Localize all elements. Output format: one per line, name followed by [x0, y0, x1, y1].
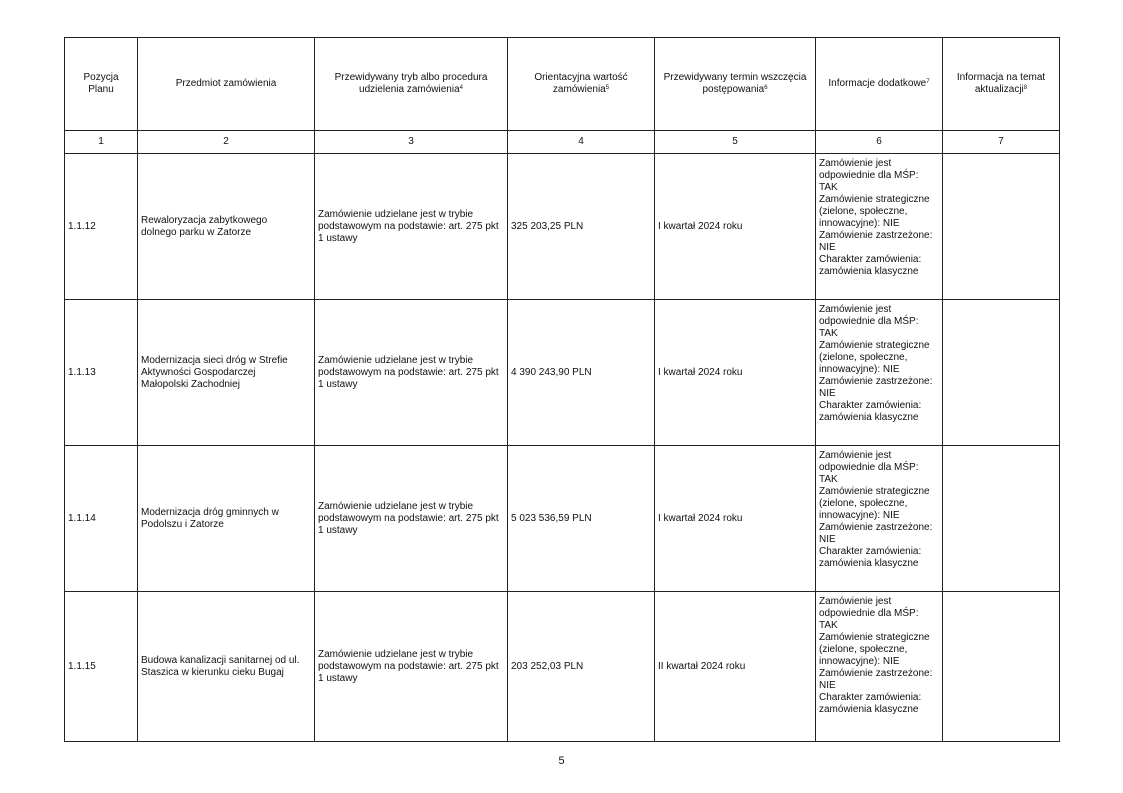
subject-line: Modernizacja dróg gminnych w: [141, 506, 279, 518]
column-header-text: zamówienia: [552, 84, 606, 95]
info-line: Zamówienie zastrzeżone:: [819, 230, 933, 241]
column-number: 2: [138, 131, 315, 154]
update-cell: [943, 446, 1060, 592]
column-header-text: udzielenia zamówienia: [359, 84, 460, 95]
subject-cell: [138, 446, 315, 592]
info-cell: [816, 154, 943, 300]
info-line: Charakter zamówienia:: [819, 546, 922, 557]
column-header: [655, 38, 816, 131]
column-header-line: [819, 78, 939, 90]
info-cell: [816, 446, 943, 592]
footnote-marker: 7: [926, 79, 930, 85]
info-line: Charakter zamówienia:: [819, 400, 922, 411]
value-cell: 203 252,03 PLN: [508, 592, 655, 742]
info-line: Zamówienie zastrzeżone:: [819, 522, 933, 533]
column-header: [943, 38, 1060, 131]
column-header-line: [946, 84, 1056, 96]
value-cell: 4 390 243,90 PLN: [508, 300, 655, 446]
table-row: [65, 446, 1060, 592]
procedure-cell: [315, 446, 508, 592]
column-header-line: [658, 84, 812, 96]
info-line: TAK: [819, 474, 838, 485]
column-header-line: Pozycja: [83, 72, 119, 83]
info-line: zamówienia klasyczne: [819, 412, 919, 423]
procedure-line: Zamówienie udzielane jest w trybie: [318, 648, 474, 660]
info-line: TAK: [819, 182, 838, 193]
info-line: odpowiednie dla MŚP:: [819, 608, 919, 619]
footnote-marker: 8: [1023, 85, 1028, 91]
update-cell: [943, 300, 1060, 446]
info-line: Zamówienie jest: [819, 304, 892, 315]
info-cell: [816, 592, 943, 742]
footnote-marker: 4: [459, 85, 463, 91]
info-line: Charakter zamówienia:: [819, 254, 922, 265]
column-header-text: postępowania: [702, 84, 765, 95]
footnote-marker: 6: [764, 85, 768, 91]
column-header: [138, 38, 315, 131]
info-line: TAK: [819, 620, 838, 631]
info-line: NIE: [819, 680, 836, 691]
info-line: odpowiednie dla MŚP:: [819, 316, 919, 327]
procedure-line: Zamówienie udzielane jest w trybie: [318, 354, 474, 366]
header-row: [65, 38, 1060, 131]
info-line: innowacyjne): NIE: [819, 364, 900, 375]
value-cell: 5 023 536,59 PLN: [508, 446, 655, 592]
info-line: innowacyjne): NIE: [819, 510, 900, 521]
info-line: Zamówienie zastrzeżone:: [819, 668, 933, 679]
table-row: [65, 592, 1060, 742]
info-line: (zielone, społeczne,: [819, 498, 908, 509]
info-line: odpowiednie dla MŚP:: [819, 462, 919, 473]
procedure-line: podstawowym na podstawie: art. 275 pkt: [318, 220, 499, 232]
term-cell: I kwartał 2024 roku: [655, 154, 816, 300]
info-line: (zielone, społeczne,: [819, 644, 908, 655]
info-line: (zielone, społeczne,: [819, 352, 908, 363]
procedure-line: podstawowym na podstawie: art. 275 pkt: [318, 366, 499, 378]
column-number: 1: [65, 131, 138, 154]
column-header-line: Przewidywany termin wszczęcia: [663, 72, 807, 83]
column-header: [65, 38, 138, 131]
info-line: innowacyjne): NIE: [819, 218, 900, 229]
info-line: Zamówienie jest: [819, 158, 892, 169]
info-line: Zamówienie strategiczne: [819, 194, 930, 205]
column-header-line: [318, 84, 504, 96]
subject-line: dolnego parku w Zatorze: [141, 226, 252, 238]
subject-line: Małopolski Zachodniej: [141, 378, 240, 390]
procedure-line: Zamówienie udzielane jest w trybie: [318, 500, 474, 512]
table-row: [65, 154, 1060, 300]
column-number: 6: [816, 131, 943, 154]
procedure-line: Zamówienie udzielane jest w trybie: [318, 208, 474, 220]
value-cell: 325 203,25 PLN: [508, 154, 655, 300]
table-row: [65, 300, 1060, 446]
column-number: 3: [315, 131, 508, 154]
position-cell: 1.1.13: [65, 300, 138, 446]
column-header-line: Przedmiot zamówienia: [175, 78, 277, 89]
procedure-line: 1 ustawy: [318, 672, 358, 684]
column-header-line: Przewidywany tryb albo procedura: [334, 72, 488, 83]
term-cell: I kwartał 2024 roku: [655, 446, 816, 592]
column-number-row: [65, 131, 1060, 154]
column-header-line: Orientacyjna wartość: [534, 72, 628, 83]
position-cell: 1.1.14: [65, 446, 138, 592]
subject-line: Budowa kanalizacji sanitarnej od ul.: [141, 654, 300, 666]
subject-cell: [138, 592, 315, 742]
info-line: Zamówienie strategiczne: [819, 486, 930, 497]
info-line: Zamówienie zastrzeżone:: [819, 376, 933, 387]
column-header-line: Informacja na temat: [956, 72, 1046, 83]
info-cell: [816, 300, 943, 446]
column-header-text: Informacje dodatkowe: [828, 78, 927, 89]
column-header: [315, 38, 508, 131]
procedure-cell: [315, 300, 508, 446]
info-line: NIE: [819, 534, 836, 545]
term-cell: II kwartał 2024 roku: [655, 592, 816, 742]
info-line: NIE: [819, 242, 836, 253]
column-header-line: [511, 84, 651, 96]
procedure-cell: [315, 154, 508, 300]
column-header-line: Planu: [88, 84, 114, 95]
term-cell: I kwartał 2024 roku: [655, 300, 816, 446]
info-line: Charakter zamówienia:: [819, 692, 922, 703]
info-line: zamówienia klasyczne: [819, 558, 919, 569]
info-line: Zamówienie strategiczne: [819, 632, 930, 643]
info-line: zamówienia klasyczne: [819, 266, 919, 277]
column-header: [508, 38, 655, 131]
column-number: 4: [508, 131, 655, 154]
info-line: Zamówienie jest: [819, 450, 892, 461]
subject-line: Staszica w kierunku cieku Bugaj: [141, 666, 284, 678]
update-cell: [943, 154, 1060, 300]
info-line: Zamówienie jest: [819, 596, 892, 607]
procedure-line: 1 ustawy: [318, 378, 358, 390]
footnote-marker: 5: [605, 85, 610, 91]
subject-cell: [138, 300, 315, 446]
procedure-cell: [315, 592, 508, 742]
column-header-text: aktualizacji: [974, 84, 1024, 95]
page-number: 5: [558, 755, 565, 767]
procedure-line: podstawowym na podstawie: art. 275 pkt: [318, 660, 499, 672]
subject-line: Podolszu i Zatorze: [141, 518, 224, 530]
subject-line: Rewaloryzacja zabytkowego: [141, 214, 268, 226]
procedure-line: podstawowym na podstawie: art. 275 pkt: [318, 512, 499, 524]
column-number: 5: [655, 131, 816, 154]
subject-line: Modernizacja sieci dróg w Strefie: [141, 354, 288, 366]
info-line: innowacyjne): NIE: [819, 656, 900, 667]
subject-line: Aktywności Gospodarczej: [141, 366, 256, 378]
info-line: (zielone, społeczne,: [819, 206, 908, 217]
info-line: zamówienia klasyczne: [819, 704, 919, 715]
info-line: NIE: [819, 388, 836, 399]
column-number: 7: [943, 131, 1060, 154]
position-cell: 1.1.12: [65, 154, 138, 300]
procedure-line: 1 ustawy: [318, 232, 358, 244]
info-line: odpowiednie dla MŚP:: [819, 170, 919, 181]
procurement-plan-table: [64, 37, 1060, 742]
position-cell: 1.1.15: [65, 592, 138, 742]
procedure-line: 1 ustawy: [318, 524, 358, 536]
column-header: [816, 38, 943, 131]
update-cell: [943, 592, 1060, 742]
subject-cell: [138, 154, 315, 300]
info-line: Zamówienie strategiczne: [819, 340, 930, 351]
info-line: TAK: [819, 328, 838, 339]
